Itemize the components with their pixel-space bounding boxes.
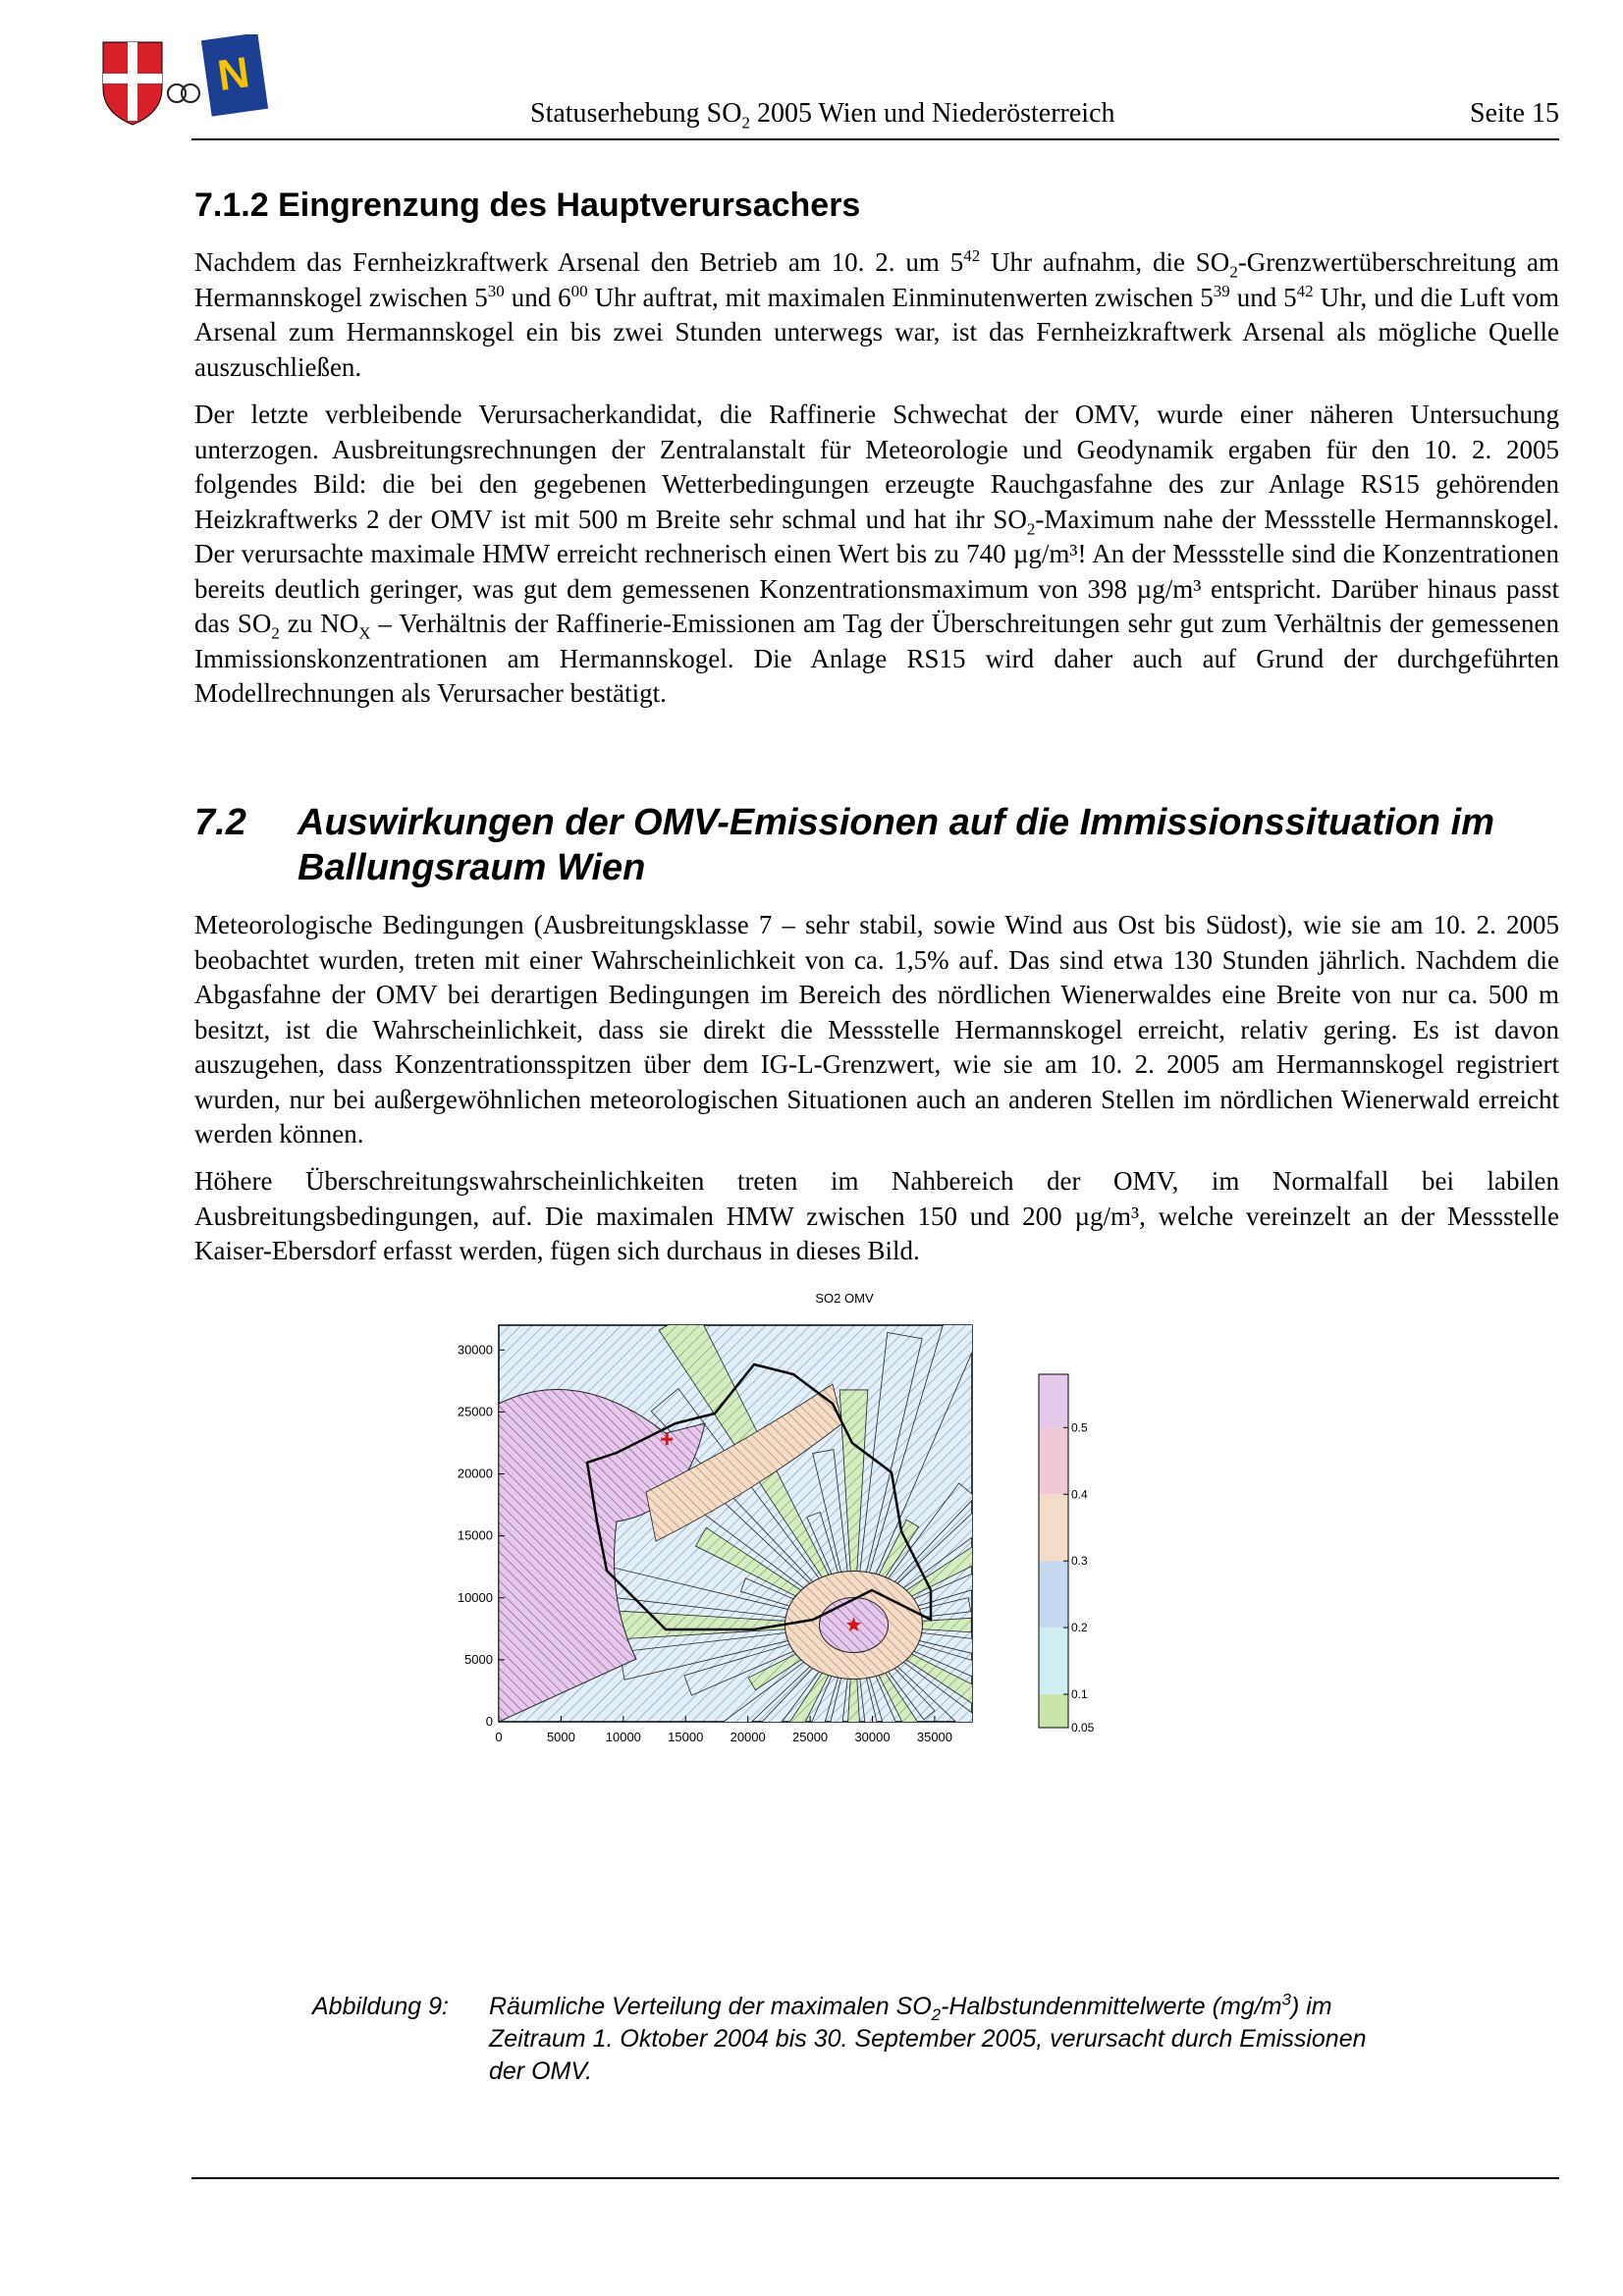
section-heading-7-1-2: 7.1.2 Eingrenzung des Hauptverursachers	[194, 187, 861, 224]
section-heading-7-2: 7.2 Auswirkungen der OMV-Emissionen auf die Immissionssituation im Ballungsraum Wien	[194, 802, 1495, 888]
colorbar-band	[1039, 1694, 1068, 1728]
paragraph-1: Nachdem das Fernheizkraftwerk Arsenal den Betrieb am 10. 2. um $5^{42}$ Uhr aufnahm, die $SO_2$-Grenzwertüberschreitung am Hermannskogel zwischen $5^{30}$ und $6^{00}$ Uhr auftrat, mit maximalen Einminutenwerten zwischen $5^{39}$ und $5^{42}$ Uhr, und die Luft vom Arsenal zum Hermannskogel ein bis zwei Stunden unterwegs war, ist das Fernheizkraftwerk Arsenal als mögliche Quelle auszuschließen.	[194, 246, 1560, 382]
x-tick-label: 20000	[730, 1730, 766, 1744]
y-tick-label: 10000	[457, 1589, 493, 1605]
header-title: Statuserhebung $SO_2$ 2005 Wien und Niederösterreich	[530, 98, 1115, 133]
colorbar-label: 0.05	[1071, 1721, 1095, 1735]
colorbar-label: 0.4	[1071, 1487, 1088, 1502]
colorbar-band	[1039, 1427, 1068, 1494]
x-tick-label: 30000	[854, 1730, 891, 1744]
colorbar-band	[1039, 1561, 1068, 1628]
colorbar-label: 0.5	[1071, 1420, 1088, 1435]
header-logos	[98, 34, 309, 128]
colorbar-label: 0.2	[1071, 1621, 1088, 1635]
y-tick-label: 5000	[464, 1651, 493, 1667]
y-tick-label: 30000	[457, 1342, 493, 1358]
x-tick-label: 10000	[605, 1730, 641, 1744]
y-tick-label: 15000	[457, 1527, 493, 1543]
svg-text:N: N	[214, 48, 252, 101]
colorbar-band	[1039, 1374, 1068, 1427]
x-tick-label: 5000	[546, 1730, 575, 1744]
chart-title: SO2 OMV	[815, 1291, 874, 1306]
figure-caption-text: Räumliche Verteilung der maximalen $SO_2$-Halbstundenmittelwerte $(mg/m^3)$ im Zeitraum 1. Oktober 2004 bis 30. September 2005, verursacht durch Emissionen der OMV.	[489, 1990, 1367, 2085]
colorbar-label: 0.3	[1071, 1554, 1088, 1569]
plot-area	[499, 1286, 1193, 1958]
figure-label: Abbildung 9:	[312, 1993, 450, 2020]
so2-dispersion-map	[432, 1281, 1316, 1958]
link-rings-icon	[168, 84, 199, 102]
paragraph-4: Höhere Überschreitungswahrscheinlichkeiten treten im Nahbereich der OMV, im Normalfall bei labilen Ausbreitungsbedingungen, auf. Die maximalen HMW zwischen 150 und 200 µg/m³, welche vereinzelt an der Messstelle Kaiser-Ebersdorf erfasst werden, fügen sich durchaus in dieses Bild.	[194, 1166, 1559, 1265]
colorbar-band	[1039, 1628, 1068, 1694]
colorbar-label: 0.1	[1071, 1687, 1088, 1702]
footer-divider	[191, 2177, 1559, 2179]
x-tick-label: 25000	[792, 1730, 829, 1744]
colorbar	[1039, 1374, 1095, 1735]
y-tick-label: 25000	[457, 1404, 493, 1419]
x-tick-label: 35000	[916, 1730, 953, 1744]
x-tick-label: 15000	[668, 1730, 704, 1744]
vienna-coat-of-arms-icon	[103, 42, 162, 125]
lower-austria-logo-icon	[201, 34, 268, 117]
y-tick-label: 0	[485, 1714, 493, 1729]
x-tick-label: 0	[495, 1730, 503, 1744]
header-divider	[191, 138, 1559, 140]
page-number: Seite 15	[1470, 98, 1559, 129]
paragraph-2: Der letzte verbleibende Verursacherkandidat, die Raffinerie Schwechat der OMV, wurde einer näheren Untersuchung unterzogen. Ausbreitungsrechnungen der Zentralanstalt für Meteorologie und Geodynamik ergaben für den 10. 2. 2005 folgendes Bild: die bei den gegebenen Wetterbedingungen erzeugte Rauchgasfahne des zur Anlage RS15 gehörenden Heizkraftwerks 2 der OMV ist mit 500 m Breite sehr schmal und hat ihr $SO_2$-Maximum nahe der Messstelle Hermannskogel. Der verursachte maximale HMW erreicht rechnerisch einen Wert bis zu 740 µg/m³! An der Messstelle sind die Konzentrationen bereits deutlich geringer, was gut dem gemessenen Konzentrationsmaximum von 398 µg/m³ entspricht. Darüber hinaus passt das $SO_2$ zu $NO_X$ – Verhältnis der Raffinerie-Emissionen am Tag der Überschreitungen sehr gut zum Verhältnis der gemessenen Immissionskonzentrationen am Hermannskogel. Die Anlage RS15 wird daher auch auf Grund der durchgeführten Modellrechnungen als Verursacher bestätigt.	[194, 400, 1560, 708]
colorbar-band	[1039, 1494, 1068, 1561]
y-tick-label: 20000	[457, 1466, 493, 1481]
paragraph-3: Meteorologische Bedingungen (Ausbreitungsklasse 7 – sehr stabil, sowie Wind aus Ost bis Südost), wie sie am 10. 2. 2005 beobachtet wurden, treten mit einer Wahrscheinlichkeit von ca. 1,5% auf. Das sind etwa 130 Stunden jährlich. Nachdem die Abgasfahne der OMV bei derartigen Bedingungen im Bereich des nördlichen Wienerwaldes eine Breite von nur ca. 500 m besitzt, ist die Wahrscheinlichkeit, dass sie direkt die Messstelle Hermannskogel erreicht, relativ gering. Es ist davon auszugehen, dass Konzentrationsspitzen über dem IG-L-Grenzwert, wie sie am 10. 2. 2005 am Hermannskogel registriert wurden, nur bei außergewöhnlichen meteorologischen Situationen auch an anderen Stellen im nördlichen Wienerwald erreicht werden können.	[194, 910, 1559, 1148]
